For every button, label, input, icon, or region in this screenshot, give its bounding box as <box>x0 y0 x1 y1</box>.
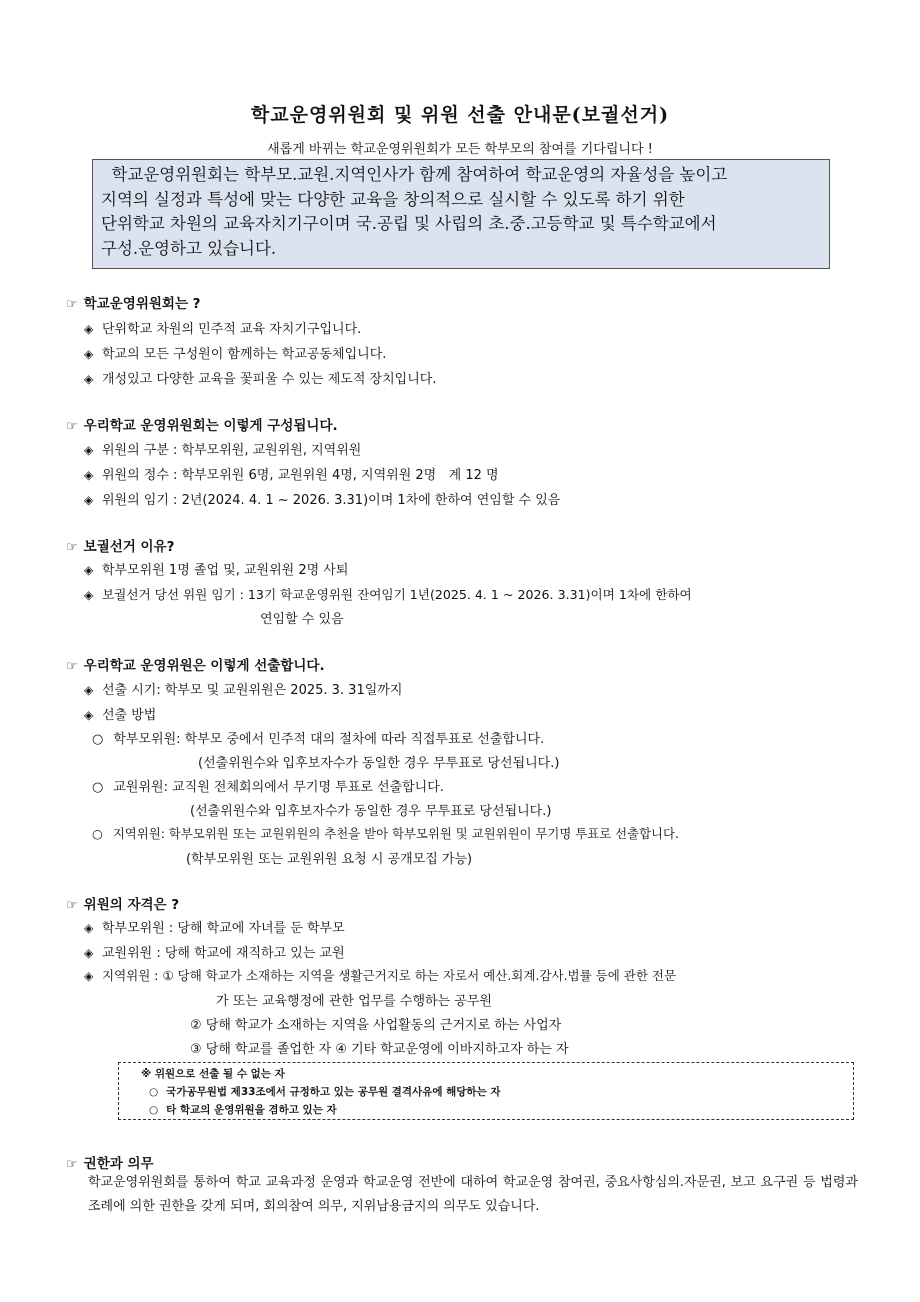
page-subtitle: 새롭게 바뀌는 학교운영위원회가 모든 학부모의 참여를 기다립니다 ! <box>267 142 653 157</box>
list-item <box>84 439 361 458</box>
intro-line: 구성.운영하고 있습니다. <box>101 238 277 258</box>
list-item <box>84 679 402 698</box>
section-heading-selection <box>66 654 325 674</box>
diamond-bullet-icon: ◈ <box>84 322 94 336</box>
pointing-hand-icon: ☞ <box>66 898 78 913</box>
pointing-hand-icon: ☞ <box>66 540 78 555</box>
circle-bullet-icon: ○ <box>92 826 103 841</box>
method-item-community <box>92 824 679 842</box>
diamond-bullet-icon: ◈ <box>84 493 94 507</box>
intro-line: 학교운영위원회는 학부모.교원.지역인사가 함께 참여하여 학교운영의 자율성을 높이고 <box>101 165 728 184</box>
diamond-bullet-icon: ◈ <box>84 946 94 960</box>
list-item <box>84 343 386 362</box>
item-text: 위원의 정수 : 학부모위원 6명, 교원위원 4명, 지역위원 2명 계 12 명 <box>102 468 499 483</box>
heading-text: 학교운영위원회는 ? <box>83 296 201 312</box>
item-text: 학교의 모든 구성원이 함께하는 학교공동체입니다. <box>102 347 387 362</box>
list-item <box>84 368 436 387</box>
diamond-bullet-icon: ◈ <box>84 683 94 697</box>
list-item <box>84 704 156 723</box>
method-item-parent <box>92 728 544 747</box>
diamond-bullet-icon: ◈ <box>84 588 94 602</box>
heading-text: 우리학교 운영위원회는 이렇게 구성됩니다. <box>83 418 338 434</box>
method-text: 학부모위원: 학부모 중에서 민주적 대의 절차에 따라 직접투표로 선출합니다. <box>113 732 545 747</box>
heading-text: 위원의 자격은 ? <box>83 897 180 913</box>
heading-text: 보궐선거 이유? <box>83 539 175 555</box>
circle-bullet-icon: ○ <box>92 780 104 795</box>
notice-item-text: 타 학교의 운영위원을 겸하고 있는 자 <box>166 1104 337 1116</box>
heading-text: 권한과 의무 <box>83 1156 154 1172</box>
method-note: (선출위원수와 입후보자수가 동일한 경우 무투표로 당선됩니다.) <box>190 804 552 819</box>
diamond-bullet-icon: ◈ <box>84 969 94 983</box>
diamond-bullet-icon: ◈ <box>84 921 94 935</box>
intro-box <box>92 159 830 269</box>
heading-text: 우리학교 운영위원은 이렇게 선출합니다. <box>83 658 325 674</box>
diamond-bullet-icon: ◈ <box>84 708 94 722</box>
item-text: 개성있고 다양한 교육을 꽃피울 수 있는 제도적 장치입니다. <box>102 372 437 387</box>
section-heading-what-is <box>66 292 201 312</box>
item-text: 위원의 임기 : 2년(2024. 4. 1 ~ 2026. 3.31)이며 1차에 한하여 연임할 수 있음 <box>102 493 561 508</box>
list-item <box>84 584 692 603</box>
page-title: 학교운영위원회 및 위원 선출 안내문(보궐선거) <box>250 104 670 126</box>
list-item <box>84 966 676 984</box>
list-item <box>84 559 348 578</box>
method-item-teacher <box>92 776 444 795</box>
diamond-bullet-icon: ◈ <box>84 563 94 577</box>
intro-line: 단위학교 차원의 교육자치기구이며 국.공립 및 사립의 초.중.고등학교 및 특수학교에서 <box>101 214 717 233</box>
item-text: 선출 방법 <box>102 708 157 723</box>
item-text: 단위학교 차원의 민주적 교육 자치기구입니다. <box>102 322 362 337</box>
item-text: 지역위원 : ① 당해 학교가 소재하는 지역을 생활근거지로 하는 자로서 예산.회계.감사.법률 등에 관한 전문 <box>102 968 677 983</box>
intro-line: 지역의 실정과 특성에 맞는 다양한 교육을 창의적으로 실시할 수 있도록 하기 위한 <box>101 189 685 209</box>
list-item <box>84 489 560 508</box>
diamond-bullet-icon: ◈ <box>84 468 94 482</box>
item-text: 학부모위원 : 당해 학교에 자녀를 둔 학부모 <box>102 921 345 936</box>
item-continuation: ③ 당해 학교를 졸업한 자 ④ 기타 학교운영에 이바지하고자 하는 자 <box>190 1042 569 1057</box>
method-note: (학부모위원 또는 교원위원 요청 시 공개모집 가능) <box>186 852 473 867</box>
disqualification-notice-box <box>118 1062 854 1120</box>
pointing-hand-icon: ☞ <box>66 1157 78 1172</box>
notice-item <box>149 1084 501 1099</box>
item-continuation: 가 또는 교육행정에 관한 업무를 수행하는 공무원 <box>216 994 492 1009</box>
pointing-hand-icon: ☞ <box>66 297 78 312</box>
pointing-hand-icon: ☞ <box>66 419 78 434</box>
circle-bullet-icon: ○ <box>92 732 104 747</box>
item-text: 교원위원 : 당해 학교에 재직하고 있는 교원 <box>102 946 345 961</box>
section-heading-by-election-reason <box>66 535 174 555</box>
list-item <box>84 942 345 961</box>
item-text: 보궐선거 당선 위원 임기 : 13기 학교운영위원 잔여임기 1년(2025. 4. 1 ~ 2026. 3.31)이며 1차에 한하여 <box>102 587 692 602</box>
method-text: 교원위원: 교직원 전체회의에서 무기명 투표로 선출합니다. <box>113 780 444 795</box>
list-item <box>84 917 345 936</box>
circle-bullet-icon: ○ <box>149 1086 159 1098</box>
method-text: 지역위원: 학부모위원 또는 교원위원의 추천을 받아 학부모위원 및 교원위원이 무기명 투표로 선출합니다. <box>112 826 679 841</box>
section-heading-qualification <box>66 893 179 913</box>
diamond-bullet-icon: ◈ <box>84 347 94 361</box>
item-text: 선출 시기: 학부모 및 교원위원은 2025. 3. 31일까지 <box>102 683 403 698</box>
rights-duties-paragraph: 학교운영위원회를 통하여 학교 교육과정 운영과 학교운영 전반에 대하여 학교운영 참여권, 중요사항심의.자문권, 보고 요구권 등 법령과 조례에 의한 권한을 갖게 되며, 회의참여 의무, 지위남용금지의 의무도 있습니다. <box>88 1175 858 1214</box>
diamond-bullet-icon: ◈ <box>84 443 94 457</box>
section-heading-composition <box>66 414 338 434</box>
method-note: (선출위원수와 입후보자수가 동일한 경우 무투표로 당선됩니다.) <box>198 756 560 771</box>
circle-bullet-icon: ○ <box>149 1104 159 1116</box>
notice-title: ※ 위원으로 선출 될 수 없는 자 <box>141 1068 285 1080</box>
item-continuation: ② 당해 학교가 소재하는 지역을 사업활동의 근거지로 하는 사업자 <box>190 1018 562 1033</box>
notice-item <box>149 1102 337 1117</box>
diamond-bullet-icon: ◈ <box>84 372 94 386</box>
item-text: 학부모위원 1명 졸업 및, 교원위원 2명 사퇴 <box>102 563 349 578</box>
list-item <box>84 464 499 483</box>
item-text: 위원의 구분 : 학부모위원, 교원위원, 지역위원 <box>102 443 362 458</box>
item-continuation: 연임할 수 있음 <box>260 612 344 627</box>
pointing-hand-icon: ☞ <box>66 659 78 674</box>
section-heading-rights-duties <box>66 1152 154 1172</box>
notice-item-text: 국가공무원법 제33조에서 규정하고 있는 공무원 결격사유에 해당하는 자 <box>166 1086 501 1098</box>
list-item <box>84 318 361 337</box>
